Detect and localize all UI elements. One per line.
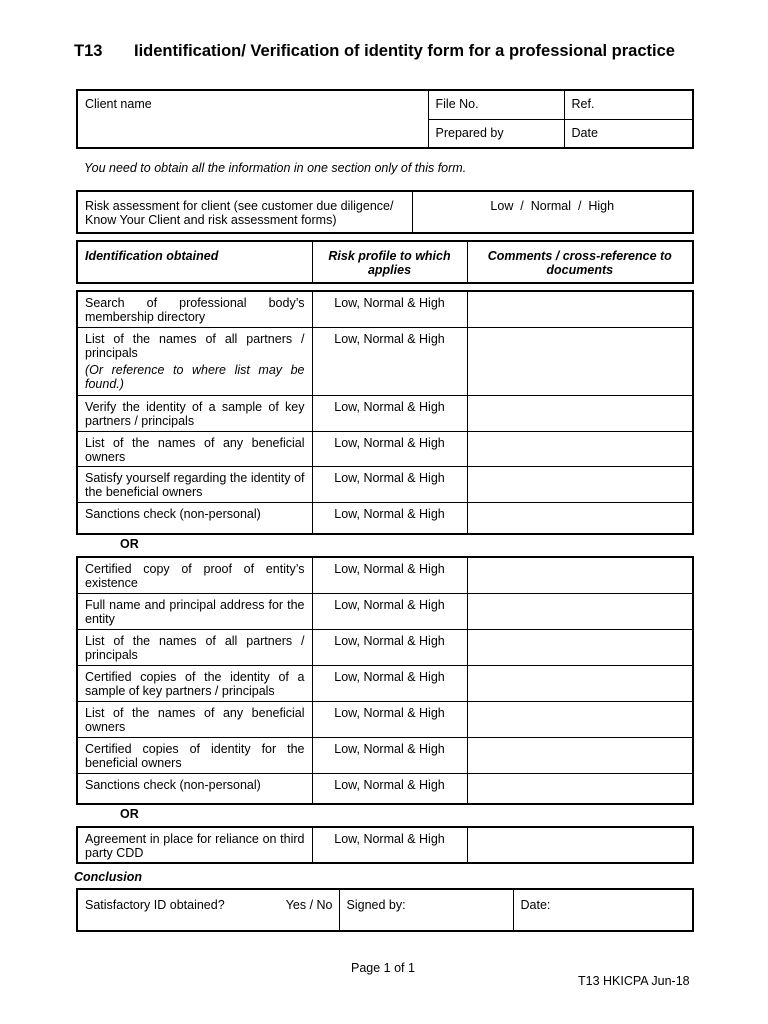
comments-cell[interactable] [467, 701, 693, 737]
requirement-note: (Or reference to where list may be found.) [85, 362, 305, 391]
risk-profile-value: Low, Normal & High [312, 431, 467, 466]
file-no-label: File No. [435, 97, 479, 111]
risk-profile-value: Low, Normal & High [312, 395, 467, 431]
satisfactory-id-cell [77, 889, 339, 931]
comments-cell[interactable] [467, 773, 693, 804]
comments-cell[interactable] [467, 291, 693, 327]
signed-by-label: Signed by: [346, 898, 406, 912]
comments-cell[interactable] [467, 593, 693, 629]
section-3-table [76, 826, 694, 864]
requirement-text: Certified copy of proof of entity’s existence [77, 557, 312, 593]
risk-profile-value: Low, Normal & High [312, 502, 467, 534]
requirement-text: Search of professional body’s membership directory [77, 291, 312, 327]
table-row [77, 827, 693, 863]
satisfactory-id-label: Satisfactory ID obtained? [85, 898, 225, 912]
risk-profile-value: Low, Normal & High [312, 827, 467, 863]
requirement-text: List of the names of any beneficial owners [77, 431, 312, 466]
document-reference: T13 HKICPA Jun-18 [578, 974, 690, 988]
conclusion-heading: Conclusion [74, 870, 143, 884]
requirement-cell [77, 327, 312, 395]
header-risk-profile: Risk profile to which applies [312, 241, 467, 283]
header-identification: Identification obtained [77, 241, 312, 283]
risk-assessment-label: Risk assessment for client (see customer due diligence/ Know Your Client and risk assessment forms) [77, 191, 412, 233]
risk-assessment-table [76, 190, 694, 234]
comments-cell[interactable] [467, 431, 693, 466]
table-row [77, 502, 693, 534]
risk-profile-value: Low, Normal & High [312, 557, 467, 593]
requirement-text: List of the names of all partners / principals [85, 331, 305, 360]
table-row [77, 665, 693, 701]
yes-no-options[interactable]: Yes / No [285, 898, 333, 912]
table-row [77, 701, 693, 737]
table-row [77, 629, 693, 665]
table-row [77, 737, 693, 773]
requirement-text: Satisfy yourself regarding the identity of the beneficial owners [77, 466, 312, 502]
requirement-text: Sanctions check (non-personal) [77, 502, 312, 534]
comments-cell[interactable] [467, 737, 693, 773]
ref-label: Ref. [571, 97, 595, 111]
requirement-text: List of the names of any beneficial owners [77, 701, 312, 737]
form-code: T13 [74, 42, 103, 60]
requirement-text: Certified copies of the identity of a sample of key partners / principals [77, 665, 312, 701]
client-name-label: Client name [85, 97, 152, 111]
risk-profile-value: Low, Normal & High [312, 291, 467, 327]
table-row [77, 395, 693, 431]
table-row [77, 466, 693, 502]
risk-profile-value: Low, Normal & High [312, 701, 467, 737]
prepared-by-label: Prepared by [435, 125, 504, 140]
requirement-text: Sanctions check (non-personal) [77, 773, 312, 804]
risk-profile-value: Low, Normal & High [312, 773, 467, 804]
requirement-text: Verify the identity of a sample of key partners / principals [77, 395, 312, 431]
conclusion-date-field[interactable] [513, 889, 693, 931]
comments-cell[interactable] [467, 466, 693, 502]
risk-profile-value: Low, Normal & High [312, 593, 467, 629]
page-title [74, 41, 694, 62]
risk-profile-value: Low, Normal & High [312, 665, 467, 701]
risk-profile-value: Low, Normal & High [312, 737, 467, 773]
risk-level-options[interactable]: Low / Normal / High [412, 191, 693, 233]
file-no-field[interactable] [428, 90, 564, 119]
client-info-table [76, 89, 694, 149]
ref-field[interactable] [564, 90, 693, 119]
client-name-field[interactable] [77, 90, 428, 148]
risk-profile-value: Low, Normal & High [312, 629, 467, 665]
requirement-text: Full name and principal address for the entity [77, 593, 312, 629]
header-comments: Comments / cross-reference to documents [467, 241, 693, 283]
requirement-text: Agreement in place for reliance on third party CDD [77, 827, 312, 863]
column-header-table [76, 240, 694, 284]
comments-cell[interactable] [467, 827, 693, 863]
table-row [77, 431, 693, 466]
comments-cell[interactable] [467, 327, 693, 395]
conclusion-date-label: Date: [520, 898, 551, 912]
comments-cell[interactable] [467, 502, 693, 534]
table-row [77, 557, 693, 593]
table-row [77, 773, 693, 804]
risk-profile-value: Low, Normal & High [312, 327, 467, 395]
prepared-by-field[interactable] [428, 119, 564, 148]
requirement-text: List of the names of all partners / principals [77, 629, 312, 665]
comments-cell[interactable] [467, 665, 693, 701]
section-1-table [76, 290, 694, 535]
signed-by-field[interactable] [339, 889, 513, 931]
comments-cell[interactable] [467, 395, 693, 431]
comments-cell[interactable] [467, 557, 693, 593]
or-separator-2: OR [120, 807, 139, 821]
section-2-table [76, 556, 694, 805]
table-row [77, 291, 693, 327]
risk-profile-value: Low, Normal & High [312, 466, 467, 502]
comments-cell[interactable] [467, 629, 693, 665]
table-row [77, 593, 693, 629]
date-label: Date [571, 125, 598, 140]
table-row [77, 327, 693, 395]
page-number: Page 1 of 1 [351, 961, 415, 975]
form-title: Iidentification/ Verification of identity form for a professional practice [134, 42, 675, 60]
conclusion-table [76, 888, 694, 932]
requirement-text: Certified copies of identity for the beneficial owners [77, 737, 312, 773]
date-field[interactable] [564, 119, 693, 148]
instruction-note: You need to obtain all the information in one section only of this form. [84, 161, 467, 175]
or-separator-1: OR [120, 537, 139, 551]
